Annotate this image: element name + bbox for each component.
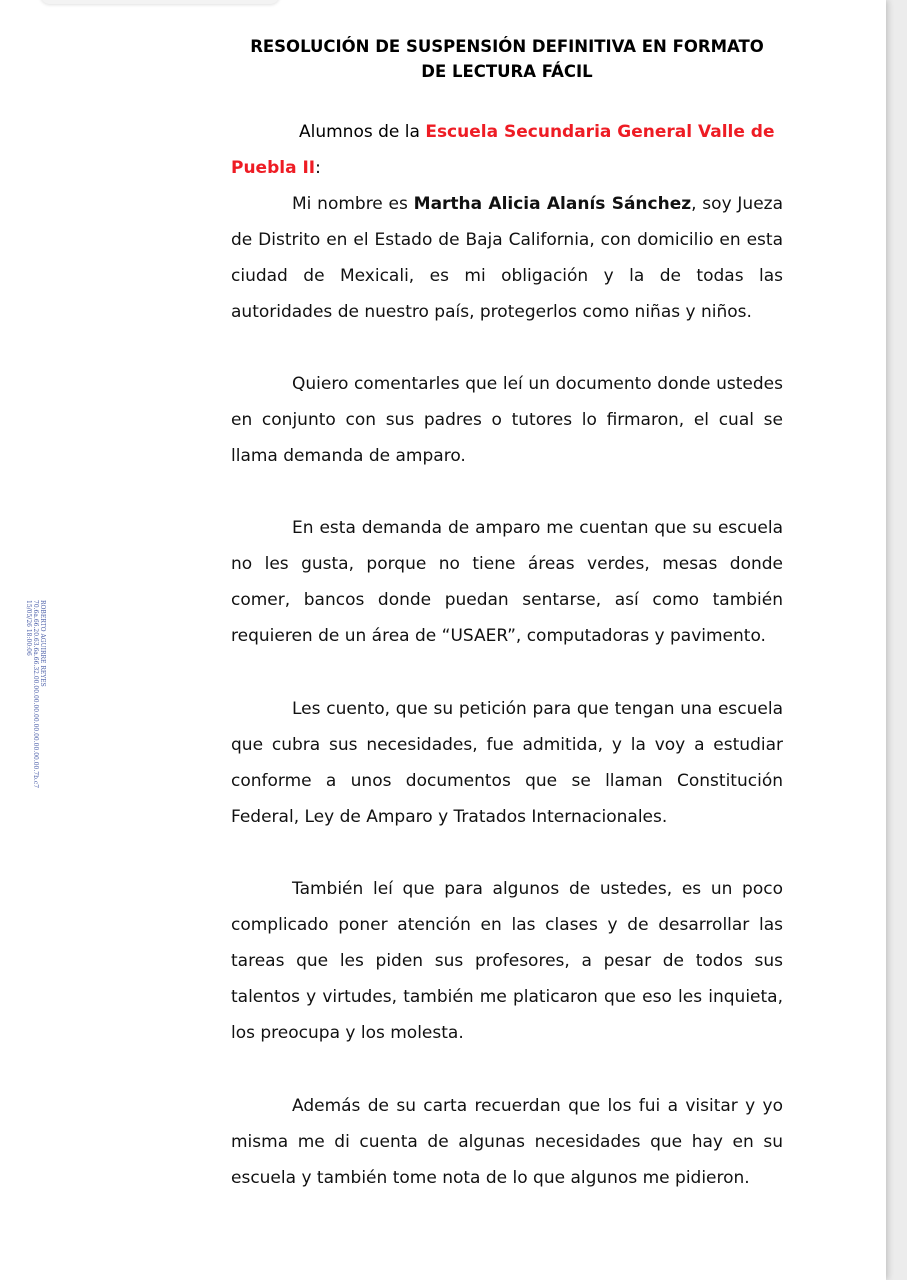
salutation-suffix: : bbox=[315, 158, 321, 178]
paragraph-intro bbox=[231, 186, 783, 330]
top-tab-shadow bbox=[40, 0, 280, 4]
paragraph-escuela: En esta demanda de amparo me cuentan que su escuela no les gusta, porque no tiene áreas verdes, mesas donde comer, bancos donde puedan sentarse, así como también requieren de un área de “USAER”, computadoras y pavimento. bbox=[231, 518, 783, 646]
judge-name: Martha Alicia Alanís Sánchez bbox=[413, 194, 692, 214]
salutation bbox=[231, 114, 783, 186]
p1-before: Mi nombre es bbox=[292, 194, 414, 214]
stamp-line-1: ROBERTO AGUIRRE REYES bbox=[39, 600, 46, 687]
stamp-line-3: 15/05/26 18:00:06 bbox=[25, 600, 32, 656]
paragraph-atencion: También leí que para algunos de ustedes, es un poco complicado poner atención en las clases y de desarrollar las tareas que les piden sus profesores, a pesar de todos sus talentos y virtudes, también me platicaron que eso les inquieta, los preocupa y los molesta. bbox=[231, 879, 783, 1043]
stamp-line-2: 70.6a.66.20.63.6a.66.32.00.00.00.00.00.00.00.00.00.00.7b.c7 bbox=[32, 600, 39, 789]
p1-after: , soy Jueza de Distrito en el Estado de Baja California, con domicilio en esta ciudad de Mexicali, es mi obligación y la de todas las autoridades de nuestro país, protegerlos como niñas y niños. bbox=[231, 194, 783, 322]
school-name: Escuela Secundaria General Valle de Puebla II bbox=[231, 122, 775, 178]
document-title bbox=[231, 34, 783, 84]
paragraph-demanda: Quiero comentarles que leí un documento donde ustedes en conjunto con sus padres o tutores lo firmaron, el cual se llama demanda de amparo. bbox=[231, 374, 783, 466]
paragraph-visita: Además de su carta recuerdan que los fui a visitar y yo misma me di cuenta de algunas necesidades que hay en su escuela y también tome nota de lo que algunos me pidieron. bbox=[231, 1096, 783, 1188]
title-line-1: RESOLUCIÓN DE SUSPENSIÓN DEFINITIVA EN FORMATO bbox=[250, 37, 764, 56]
title-line-2: DE LECTURA FÁCIL bbox=[421, 62, 593, 81]
paragraph-peticion: Les cuento, que su petición para que tengan una escuela que cubra sus necesidades, fue admitida, y la voy a estudiar conforme a unos documentos que se llaman Constitución Federal, Ley de Amparo y Tratados Internacionales. bbox=[231, 699, 783, 827]
electronic-signature-stamp bbox=[14, 600, 46, 788]
salutation-prefix: Alumnos de la bbox=[299, 122, 426, 142]
